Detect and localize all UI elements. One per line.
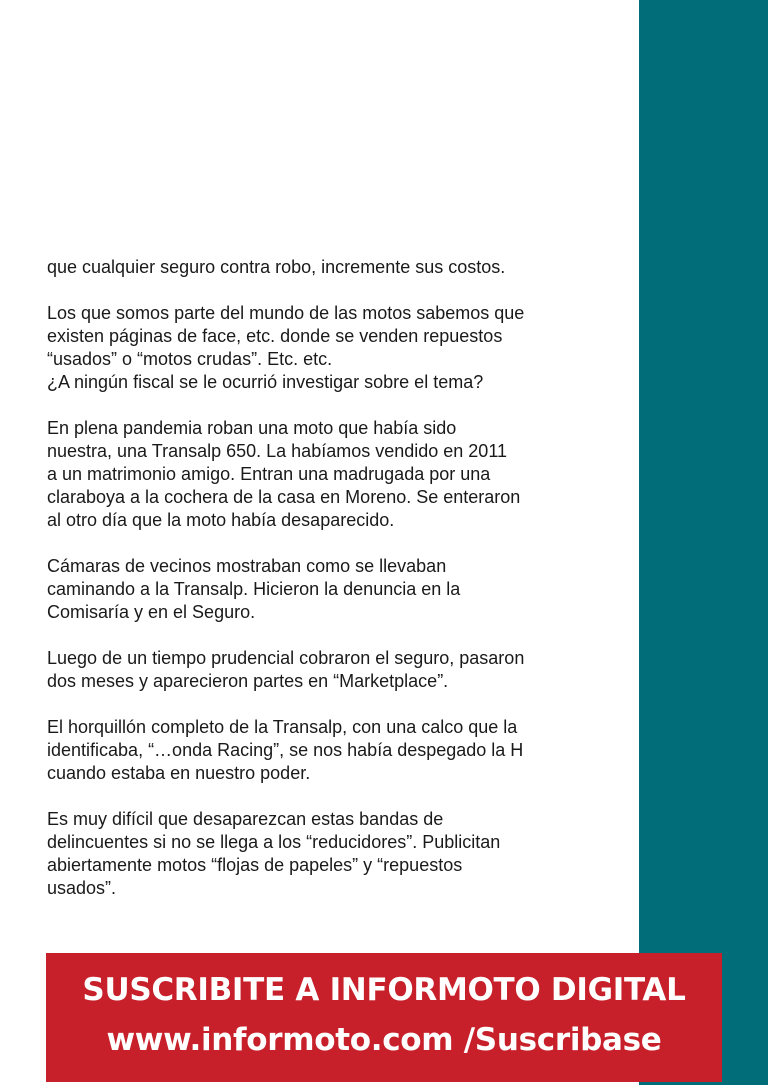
- side-color-bar: [639, 0, 768, 1085]
- paragraph: [47, 716, 617, 785]
- text-line: El horquillón completo de la Transalp, con una calco que la: [47, 717, 518, 737]
- text-line: dos meses y aparecieron partes en “Marketplace”.: [47, 671, 449, 691]
- text-line: claraboya a la cochera de la casa en Moreno. Se enteraron: [47, 487, 521, 507]
- text-line: Luego de un tiempo prudencial cobraron el seguro, pasaron: [47, 648, 525, 668]
- text-line: identificaba, “…onda Racing”, se nos había despegado la H: [47, 740, 524, 760]
- text-line: Los que somos parte del mundo de las motos sabemos que: [47, 303, 525, 323]
- paragraph: [47, 256, 617, 279]
- text-line: En plena pandemia roban una moto que había sido: [47, 418, 457, 438]
- subscribe-banner[interactable]: [46, 953, 722, 1082]
- text-line: Cámaras de vecinos mostraban como se llevaban: [47, 556, 447, 576]
- paragraph: [47, 302, 617, 394]
- text-line: Comisaría y en el Seguro.: [47, 602, 256, 622]
- text-line: usados”.: [47, 878, 117, 898]
- text-line: nuestra, una Transalp 650. La habíamos vendido en 2011: [47, 441, 508, 461]
- text-line: al otro día que la moto había desaparecido.: [47, 510, 395, 530]
- text-line: Es muy difícil que desaparezcan estas bandas de: [47, 809, 444, 829]
- text-line: a un matrimonio amigo. Entran una madrugada por una: [47, 464, 491, 484]
- paragraph: [47, 647, 617, 693]
- banner-url-link[interactable]: www.informoto.com /Suscribase: [106, 1022, 662, 1058]
- paragraph: [47, 555, 617, 624]
- paragraph: [47, 417, 617, 532]
- text-line: abiertamente motos “flojas de papeles” y “repuestos: [47, 855, 463, 875]
- banner-title: SUSCRIBITE A INFORMOTO DIGITAL: [82, 972, 686, 1008]
- paragraph: [47, 808, 617, 900]
- text-line: ¿A ningún fiscal se le ocurrió investigar sobre el tema?: [47, 372, 484, 392]
- text-line: cuando estaba en nuestro poder.: [47, 763, 311, 783]
- text-line: caminando a la Transalp. Hicieron la denuncia en la: [47, 579, 461, 599]
- text-line: existen páginas de face, etc. donde se venden repuestos: [47, 326, 503, 346]
- text-line: delincuentes si no se llega a los “reducidores”. Publicitan: [47, 832, 501, 852]
- article-body: [47, 256, 617, 923]
- text-line: que cualquier seguro contra robo, incremente sus costos.: [47, 257, 506, 277]
- text-line: “usados” o “motos crudas”. Etc. etc.: [47, 349, 333, 369]
